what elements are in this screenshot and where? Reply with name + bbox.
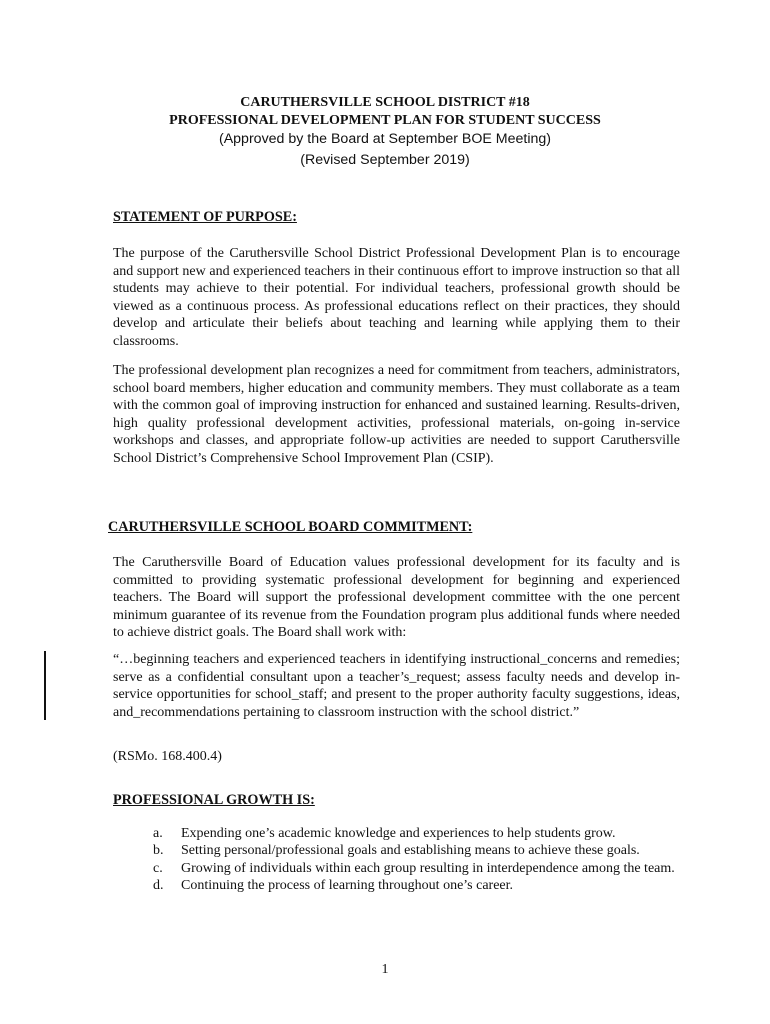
board-quote: “…beginning teachers and experienced teachers in identifying instructional_concerns and remedies; serve as a confidential consultant upon a teacher’s_request; assess faculty needs and develop in-service opportunities for school_staff; and present to the proper authority faculty suggestions, ideas, and_recommendations pertaining to classroom instruction with the school district.” — [113, 652, 680, 720]
purpose-paragraph-2: The professional development plan recognizes a need for commitment from teachers, administrators, school board members, higher education and community members. They must collaborate as a team with the common goal of improving instruction for enhanced and sustained learning. Results-driven, high quality professional development activities, professional materials, on-going in-service workshops and classes, and appropriate follow-up activities are needed to support Caruthersville School District’s Comprehensive School Improvement Plan (CSIP). — [113, 363, 680, 466]
revision-bar — [44, 651, 46, 720]
list-item — [153, 877, 683, 894]
board-paragraph: The Caruthersville Board of Education values professional development for its faculty and is committed to providing systematic professional development for beginning and experienced teachers. The Board will support the professional development committee with the one percent minimum guarantee of its revenue from the Foundation program plus additional funds where needed to achieve district goals. The Board shall work with: — [113, 555, 680, 641]
board-heading: CARUTHERSVILLE SCHOOL BOARD COMMITMENT: — [108, 519, 473, 535]
page-number: 1 — [381, 962, 389, 977]
growth-heading: PROFESSIONAL GROWTH IS: — [113, 792, 315, 808]
purpose-heading: STATEMENT OF PURPOSE: — [113, 209, 297, 225]
list-item-text: Expending one’s academic knowledge and experiences to help students grow. — [181, 826, 616, 841]
list-item — [153, 860, 683, 877]
list-marker: b. — [153, 843, 164, 859]
list-marker: d. — [153, 878, 164, 894]
list-item-text: Setting personal/professional goals and establishing means to achieve these goals. — [181, 843, 640, 859]
district-title: CARUTHERSVILLE SCHOOL DISTRICT #18 — [240, 95, 530, 110]
list-marker: c. — [153, 860, 163, 876]
revision-note: (Revised September 2019) — [300, 152, 470, 168]
growth-list — [153, 825, 683, 895]
purpose-paragraph-1: The purpose of the Caruthersville School District Professional Development Plan is to encourage and support new and experienced teachers in their continuous effort to improve instruction so that all students may achieve to their potential. For individual teachers, professional growth should be viewed as a continuous process. As professional educations reflect on their practices, they should develop and articulate their beliefs about teaching and learning while applying them to their classrooms. — [113, 246, 680, 349]
approval-note: (Approved by the Board at September BOE Meeting) — [218, 131, 551, 147]
list-item-text: Continuing the process of learning throughout one’s career. — [181, 878, 514, 894]
list-item — [153, 842, 683, 859]
list-item-text: Growing of individuals within each group resulting in interdependence among the team. — [181, 860, 675, 876]
list-marker: a. — [153, 826, 163, 841]
plan-title: PROFESSIONAL DEVELOPMENT PLAN FOR STUDENT SUCCESS — [169, 113, 601, 128]
list-item — [153, 825, 683, 842]
statute-citation: (RSMo. 168.400.4) — [113, 749, 222, 764]
